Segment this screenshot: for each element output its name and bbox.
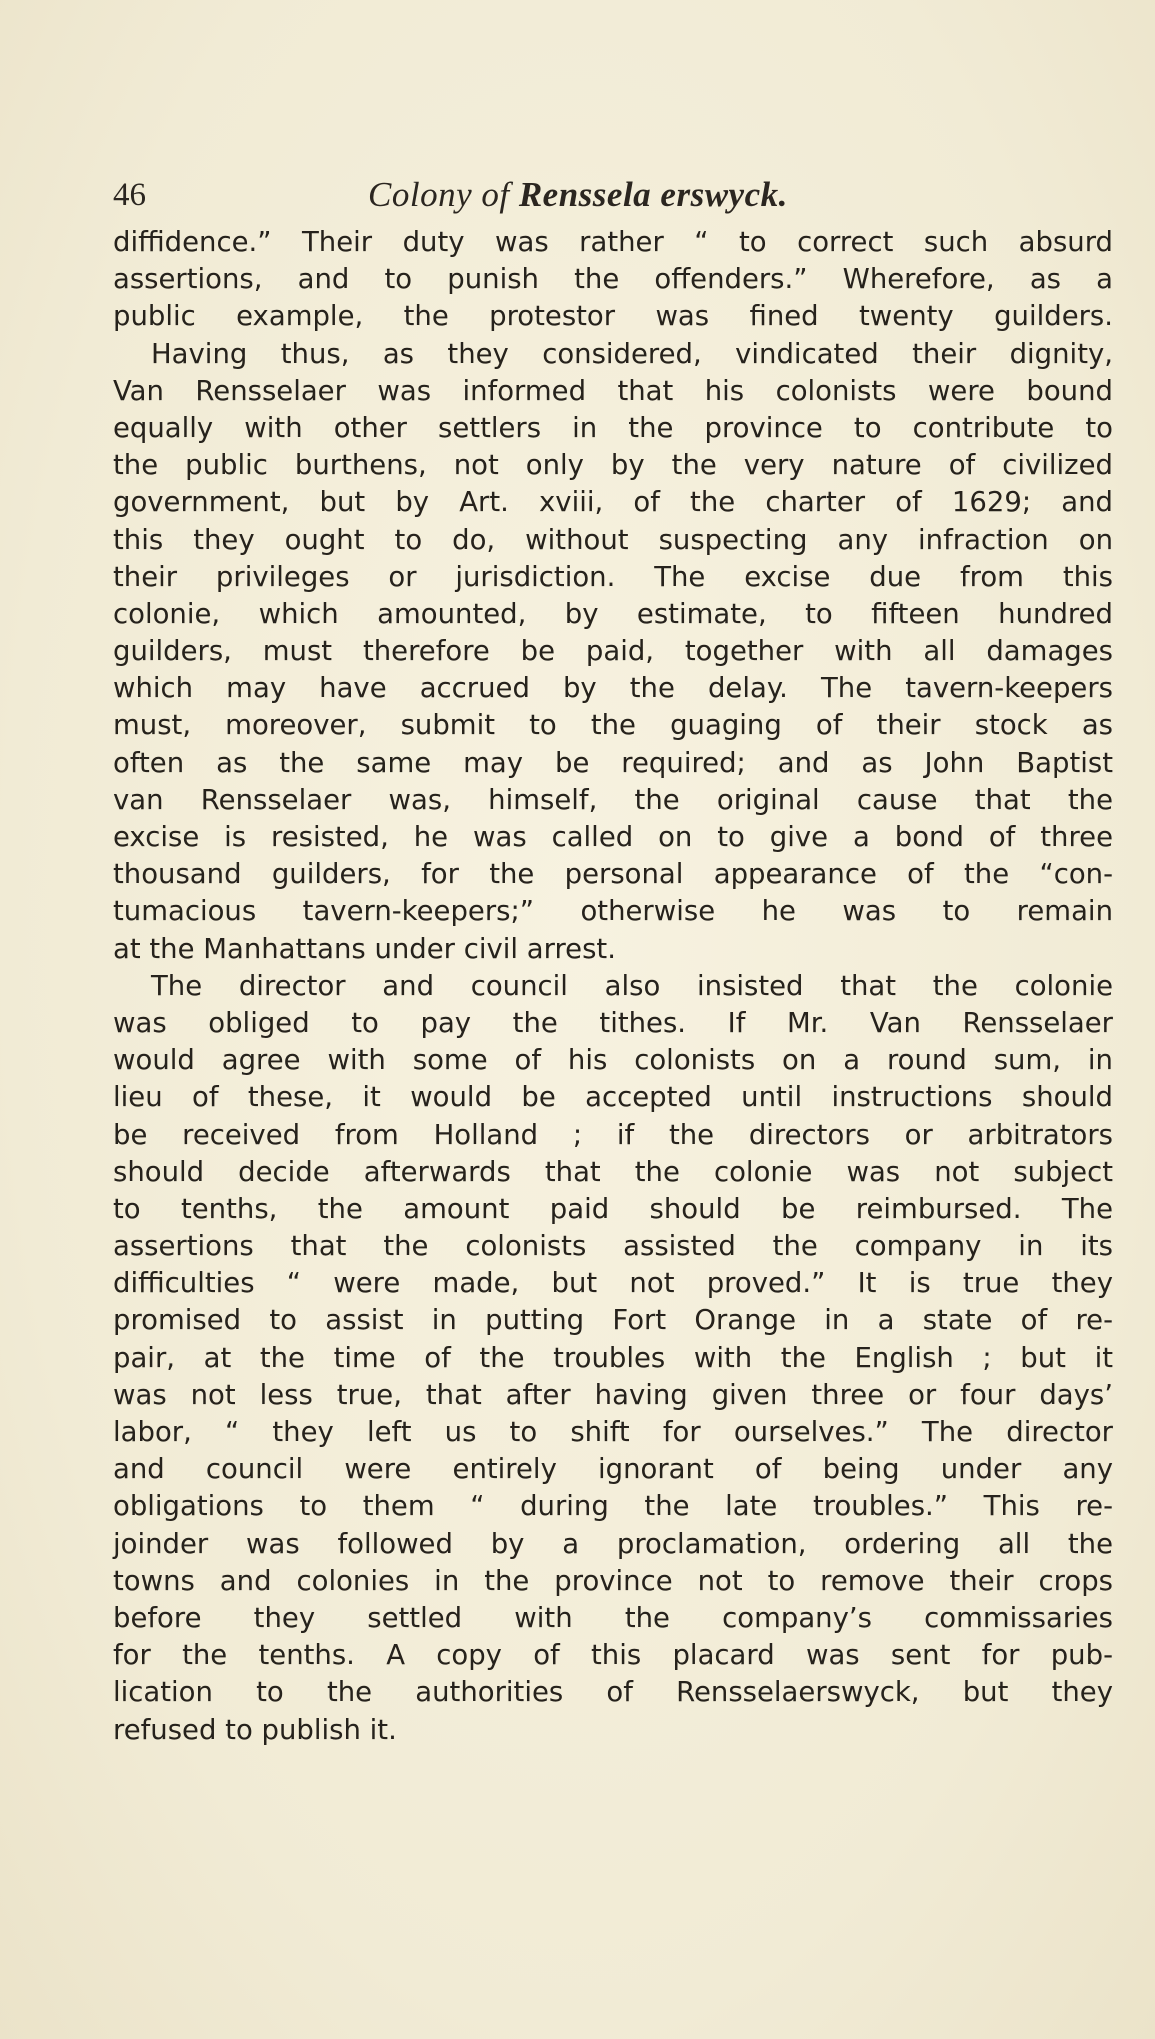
- text-line: excise is resisted, he was called on to give a bond of three: [113, 821, 1113, 853]
- page-number: 46: [113, 177, 146, 213]
- body-text: [113, 224, 1113, 1984]
- text-line: before they settled with the company’s commissaries: [113, 1601, 1113, 1634]
- text-line: joinder was followed by a proclamation, ordering all the: [113, 1527, 1113, 1560]
- text-line: which may have accrued by the delay. The tavern-keepers: [113, 672, 1113, 705]
- text-line: difficulties “ were made, but not proved.” It is true they: [113, 1267, 1113, 1300]
- text-line: labor, “ they left us to shift for ourselves.” The director: [113, 1416, 1113, 1448]
- text-line: Van Rensselaer was informed that his colonists were bound: [113, 374, 1113, 407]
- text-line: pair, at the time of the troubles with the English ; but it: [113, 1341, 1113, 1374]
- text-line: would agree with some of his colonists on a round sum, in: [113, 1044, 1113, 1077]
- text-line: equally with other settlers in the province to contribute to: [113, 411, 1113, 444]
- text-line: should decide afterwards that the colonie was not subject: [113, 1155, 1113, 1188]
- text-line: was obliged to pay the tithes. If Mr. Van Rensselaer: [113, 1006, 1113, 1039]
- text-line: assertions, and to punish the offenders.” Wherefore, as a: [113, 263, 1113, 296]
- text-line: The director and council also insisted that the colonie: [151, 969, 1113, 1002]
- running-title-part1: Colony of: [368, 175, 519, 214]
- text-line: lieu of these, it would be accepted until instructions should: [113, 1081, 1113, 1114]
- text-line: promised to assist in putting Fort Orange in a state of re-: [113, 1304, 1113, 1337]
- text-line: at the Manhattans under civil arrest.: [113, 932, 616, 965]
- text-line: for the tenths. A copy of this placard was sent for pub-: [113, 1639, 1113, 1672]
- text-line: Having thus, as they considered, vindicated their dignity,: [151, 337, 1113, 370]
- text-line: van Rensselaer was, himself, the original cause that the: [113, 783, 1113, 816]
- running-title-part2: Renssela erswyck.: [518, 175, 788, 214]
- running-head: [113, 172, 1043, 218]
- text-line: this they ought to do, without suspecting any infraction on: [113, 523, 1113, 556]
- running-title: [368, 172, 788, 218]
- text-line: refused to publish it.: [113, 1713, 397, 1746]
- text-line: towns and colonies in the province not to remove their crops: [113, 1564, 1113, 1597]
- text-line: be received from Holland ; if the directors or arbitrators: [113, 1118, 1113, 1151]
- text-line: thousand guilders, for the personal appearance of the “con-: [113, 858, 1113, 891]
- text-line: obligations to them “ during the late troubles.” This re-: [113, 1490, 1113, 1523]
- text-line: was not less true, that after having given three or four days’: [113, 1378, 1113, 1411]
- text-line: diffidence.” Their duty was rather “ to correct such absurd: [113, 226, 1113, 258]
- text-line: to tenths, the amount paid should be reimbursed. The: [113, 1192, 1113, 1225]
- text-line: assertions that the colonists assisted the company in its: [113, 1230, 1113, 1263]
- text-line: often as the same may be required; and as John Baptist: [113, 746, 1113, 779]
- text-line: their privileges or jurisdiction. The excise due from this: [113, 560, 1113, 593]
- text-line: tumacious tavern-keepers;” otherwise he was to remain: [113, 895, 1113, 928]
- text-line: guilders, must therefore be paid, together with all damages: [113, 635, 1113, 668]
- text-line: the public burthens, not only by the very nature of civilized: [113, 449, 1113, 482]
- text-line: lication to the authorities of Rensselaerswyck, but they: [113, 1676, 1113, 1709]
- text-line: must, moreover, submit to the guaging of their stock as: [113, 709, 1113, 742]
- text-line: government, but by Art. xviii, of the charter of 1629; and: [113, 486, 1113, 519]
- text-line: public example, the protestor was fined twenty guilders.: [113, 300, 1113, 333]
- text-line: colonie, which amounted, by estimate, to fifteen hundred: [113, 597, 1113, 630]
- text-line: and council were entirely ignorant of being under any: [113, 1453, 1113, 1486]
